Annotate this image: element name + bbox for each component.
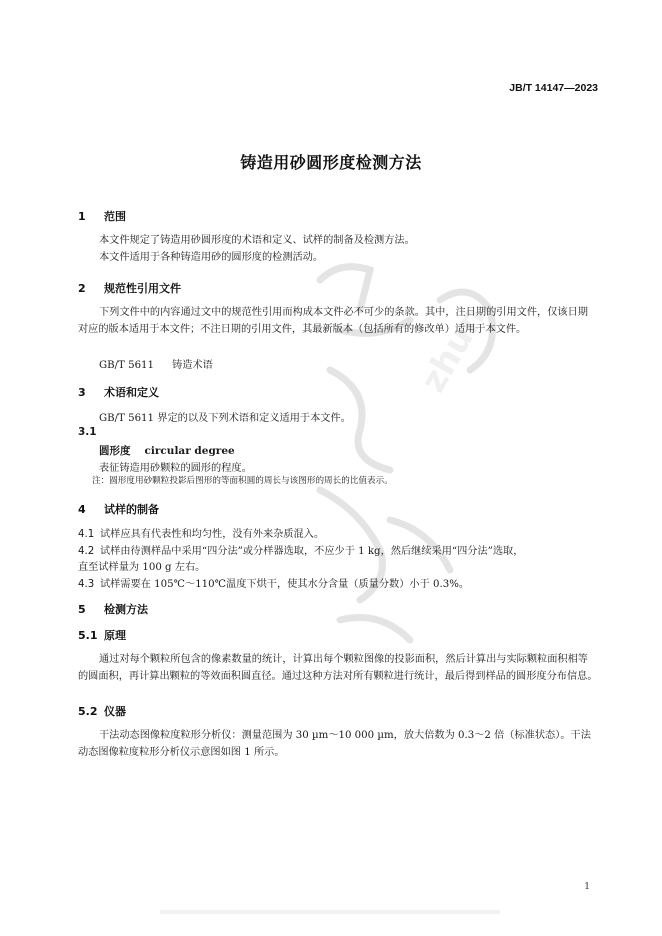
reference-code: GB/T 5611: [99, 360, 155, 371]
list-item: [78, 542, 523, 557]
list-item: [78, 575, 469, 590]
section-number: 3: [78, 386, 86, 399]
subsection-5-1-heading: [78, 627, 126, 643]
document-title: 铸造用砂圆形度检测方法: [240, 153, 422, 172]
subsection-number: 5.1: [78, 629, 98, 642]
item-number: 4.1: [78, 529, 95, 540]
section-3-paragraph-1: GB/T 5611 界定的以及下列术语和定义适用于本文件。: [99, 413, 351, 424]
section-1-paragraph-2: 本文件适用于各种铸造用砂的圆形度的检测活动。: [99, 252, 324, 263]
page-number: 1: [584, 882, 590, 892]
std-code: JB/T 14147—2023: [509, 82, 598, 94]
svg-text:zhun: zhun: [413, 299, 494, 400]
reference-title: 铸造术语: [172, 360, 213, 371]
item-number: 4.2: [78, 546, 95, 557]
section-title: 试样的制备: [104, 503, 159, 516]
subsection-5-2-heading: [78, 703, 126, 719]
section-number: 5: [78, 603, 86, 616]
term-note: 注：圆形度用砂颗粒投影后图形的等面积圆的周长与该图形的周长的比值表示。: [92, 476, 393, 486]
term-english: circular degree: [144, 445, 235, 457]
section-title: 术语和定义: [104, 386, 159, 399]
term-definition: 表征铸造用砂颗粒的圆形的程度。: [99, 463, 252, 474]
normative-reference: [99, 356, 213, 371]
section-title: 规范性引用文件: [104, 282, 181, 295]
footer-watermark-bar: [160, 908, 500, 916]
subsection-number: 5.2: [78, 705, 98, 718]
list-item-continuation: 直至试样量为 100 g 左右。: [78, 562, 206, 573]
section-title: 范围: [104, 210, 126, 223]
subsection-5-1-paragraph: 通过对每个颗粒所包含的像素数量的统计，计算出每个颗粒图像的投影面积，然后计算出与实际颗粒面积相等的圆面积，再计算出颗粒的等效面积圆直径。通过这种方法对所有颗粒进行统计，最后得到样品的圆形度分布信息。: [78, 654, 598, 682]
term-number: 3.1: [78, 426, 97, 438]
subsection-title: 仪器: [104, 705, 126, 718]
subsection-5-2-paragraph: 干法动态图像粒度粒形分析仪：测量范围为 30 µm～10 000 µm，放大倍数为 0.3～2 倍（标准状态）。干法动态图像粒度粒形分析仪示意图如图 1 所示。: [78, 730, 591, 758]
watermark-graphic: [300, 240, 600, 660]
subsection-title: 原理: [104, 629, 126, 642]
section-2-paragraph-1: 下列文件中的内容通过文中的规范性引用而构成本文件必不可少的条款。其中，注日期的引用文件，仅该日期对应的版本适用于本文件；不注日期的引用文件，其最新版本（包括所有的修改单）适用于本文件。: [78, 307, 588, 335]
section-1-paragraph-1: 本文件规定了铸造用砂圆形度的术语和定义、试样的制备及检测方法。: [99, 235, 415, 246]
section-number: 1: [78, 210, 86, 223]
section-4-heading: [78, 501, 159, 517]
section-1-heading: [78, 208, 126, 224]
term-chinese: 圆形度: [99, 445, 131, 457]
item-number: 4.3: [78, 579, 95, 590]
item-text: 试样应具有代表性和均匀性，没有外来杂质混入。: [100, 529, 325, 540]
section-3-heading: [78, 384, 159, 400]
section-number: 2: [78, 282, 86, 295]
item-text: 试样由待测样品中采用“四分法”或分样器选取，不应少于 1 kg，然后继续采用“四分法”选取，: [100, 546, 524, 557]
section-5-heading: [78, 601, 148, 617]
section-2-heading: [78, 280, 181, 296]
list-item: [78, 525, 324, 540]
section-title: 检测方法: [104, 603, 148, 616]
section-number: 4: [78, 503, 86, 516]
term-entry: [99, 443, 235, 458]
item-text: 试样需要在 105℃～110℃温度下烘干，使其水分含量（质量分数）小于 0.3%。: [100, 579, 470, 590]
